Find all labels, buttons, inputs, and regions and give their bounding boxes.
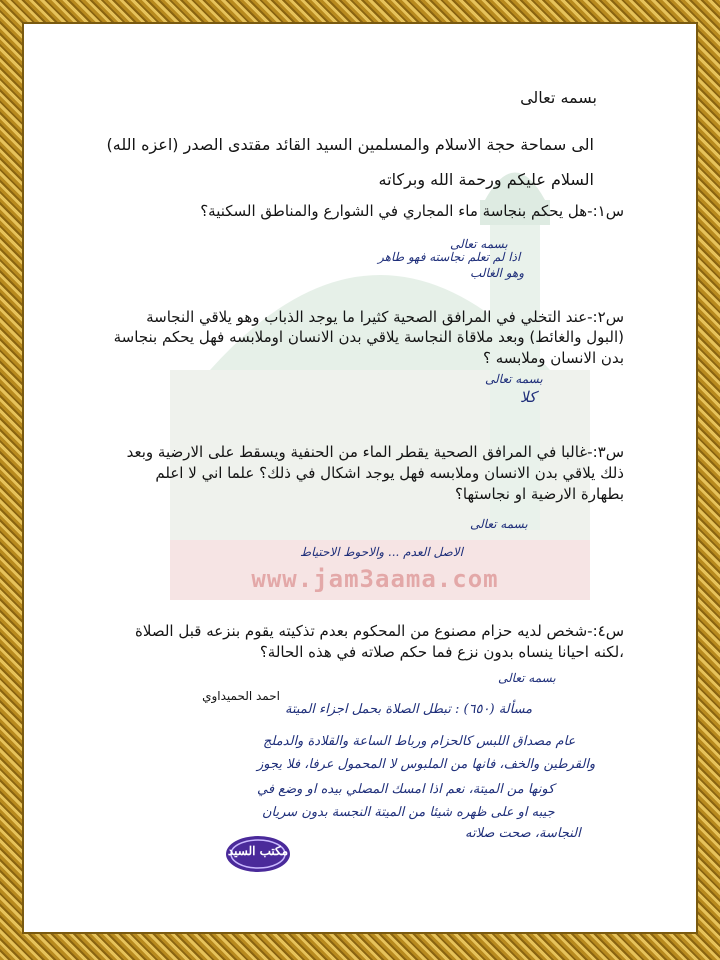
question-3-line-1: س٣:-غالبا في المرافق الصحية يقطر الماء من الحنفية ويسقط على الارضية وبعد (126, 443, 624, 461)
answer-4-line-2: مسألة (٦٥٠) : تبطل الصلاة بحمل اجزاء الميتة (285, 702, 533, 717)
question-1-line-1: س١:-هل يحكم بنجاسة ماء المجاري في الشوارع والمناطق السكنية؟ (200, 202, 624, 220)
question-2-line-1: س٢:-عند التخلي في المرافق الصحية كثيرا ما يوجد الذباب وهو يلاقي النجاسة (146, 308, 624, 326)
question-3-line-2: ذلك يلاقي بدن الانسان وملابسه فهل يوجد اشكال في ذلك؟ علما اني لا اعلم (155, 464, 624, 482)
question-3-line-3: بطهارة الارضية او نجاستها؟ (454, 485, 624, 503)
answer-2-line-2: كلا (520, 388, 537, 406)
answer-3-line-2: الاصل العدم ... والاحوط الاحتياط (300, 545, 463, 559)
addressee: الى سماحة حجة الاسلام والمسلمين السيد القائد مقتدى الصدر (اعزه الله) (106, 135, 594, 154)
watermark-url: www.jam3aama.com (251, 565, 499, 593)
basmala: بسمه تعالى (520, 88, 597, 107)
answer-4-line-1: بسمه تعالى (498, 671, 556, 685)
greeting: السلام عليكم ورحمة الله وبركاته (378, 170, 594, 189)
answer-4-line-4: والقرطين والخف، فانها من الملبوس لا المحمول عرفا، فلا يجوز (257, 757, 596, 772)
answer-1-line-3: وهو الغالب (470, 266, 525, 280)
question-2-line-2: (البول والغائط) وبعد ملاقاة النجاسة يلاقي بدن الانسان اوملابسه فهل يحكم بنجاسة (113, 328, 624, 346)
answer-2-line-1: بسمه تعالى (485, 372, 543, 386)
signature-name: احمد الحميداوي (202, 689, 280, 703)
question-2-line-3: بدن الانسان وملابسه ؟ (482, 349, 624, 367)
answer-4-line-7: النجاسة، صحت صلاته (465, 826, 581, 841)
question-4-line-1: س٤:-شخص لديه حزام مصنوع من المحكوم بعدم تذكيته يقوم بنزعه قبل الصلاة (135, 622, 624, 640)
answer-1-line-1: بسمه تعالى (450, 237, 508, 251)
answer-4-line-3: عام مصداق اللبس كالحزام ورباط الساعة والقلادة والدملج (263, 734, 576, 749)
question-4-line-2: ،لكنه احيانا ينساه بدون نزع فما حكم صلاته في هذه الحالة؟ (259, 643, 624, 661)
answer-4-line-5: كونها من الميتة، نعم اذا امسك المصلي بيده او وضع في (257, 782, 555, 797)
answer-4-line-6: جيبه او على ظهره شيئا من الميتة النجسة بدون سريان (262, 805, 555, 820)
answer-3-line-1: بسمه تعالى (470, 517, 528, 531)
answer-1-line-2: اذا لم تعلم نجاسته فهو طاهر (378, 250, 521, 264)
seal-text: مكتب السيد (227, 844, 289, 858)
